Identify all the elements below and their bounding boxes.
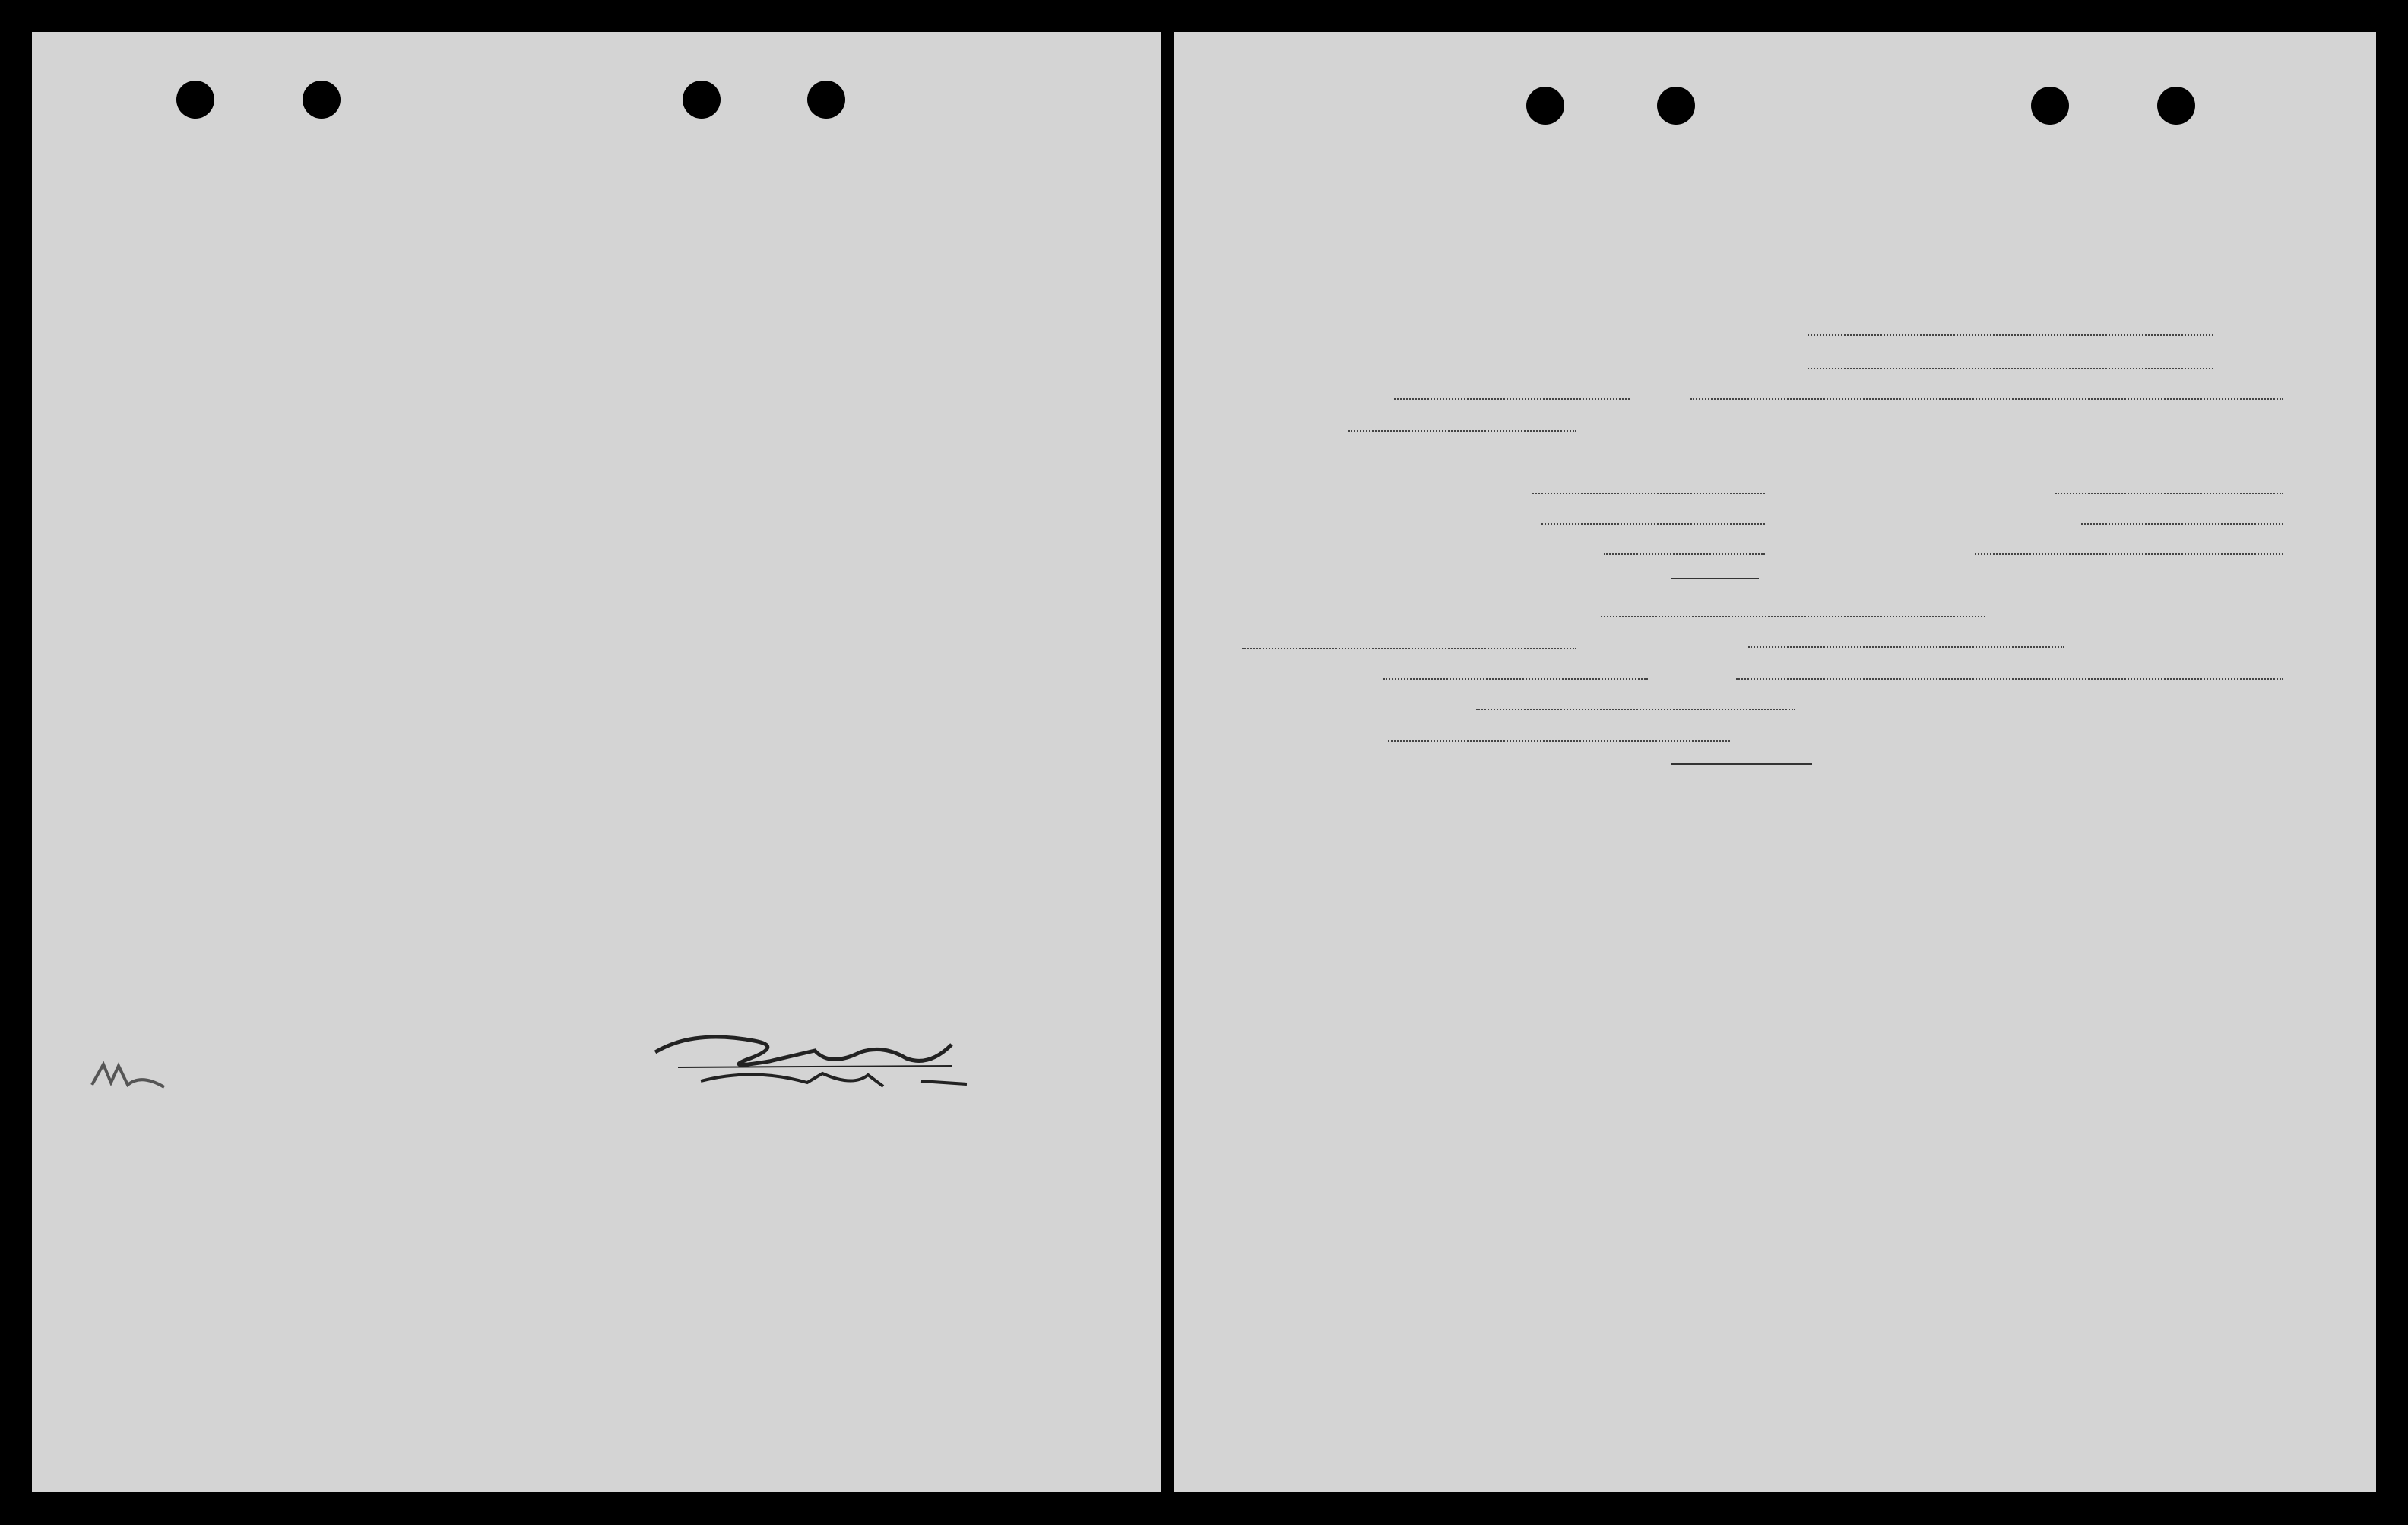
dotted-line [1604, 553, 1765, 555]
dotted-line [1975, 553, 2283, 555]
dotted-line [1748, 646, 2064, 648]
left-page [32, 32, 1161, 1492]
right-page [1174, 32, 2376, 1492]
dotted-line [2055, 493, 2283, 494]
dotted-line [2081, 523, 2283, 525]
dotted-line [1808, 368, 2213, 369]
dotted-line [1736, 678, 2283, 680]
separator [1671, 763, 1812, 765]
punch-hole [1526, 87, 1564, 125]
dotted-line [1476, 709, 1795, 710]
dotted-line [1601, 616, 1985, 617]
punch-hole [2157, 87, 2195, 125]
dotted-line [1388, 740, 1730, 742]
dotted-line [1690, 398, 2283, 400]
punch-hole [2031, 87, 2069, 125]
dotted-line [1394, 398, 1630, 400]
dotted-line [1532, 493, 1765, 494]
punch-hole [303, 81, 341, 119]
punch-hole [1657, 87, 1695, 125]
punch-hole [176, 81, 214, 119]
dotted-line [1348, 430, 1576, 432]
master-signature [632, 1014, 1043, 1113]
clerk-initials-signature [88, 1058, 172, 1096]
separator [1671, 578, 1759, 579]
punch-hole [683, 81, 721, 119]
punch-hole [807, 81, 845, 119]
dotted-line [1383, 678, 1648, 680]
dotted-line [1242, 648, 1576, 649]
dotted-line [1541, 523, 1765, 525]
dotted-line [1808, 334, 2213, 336]
